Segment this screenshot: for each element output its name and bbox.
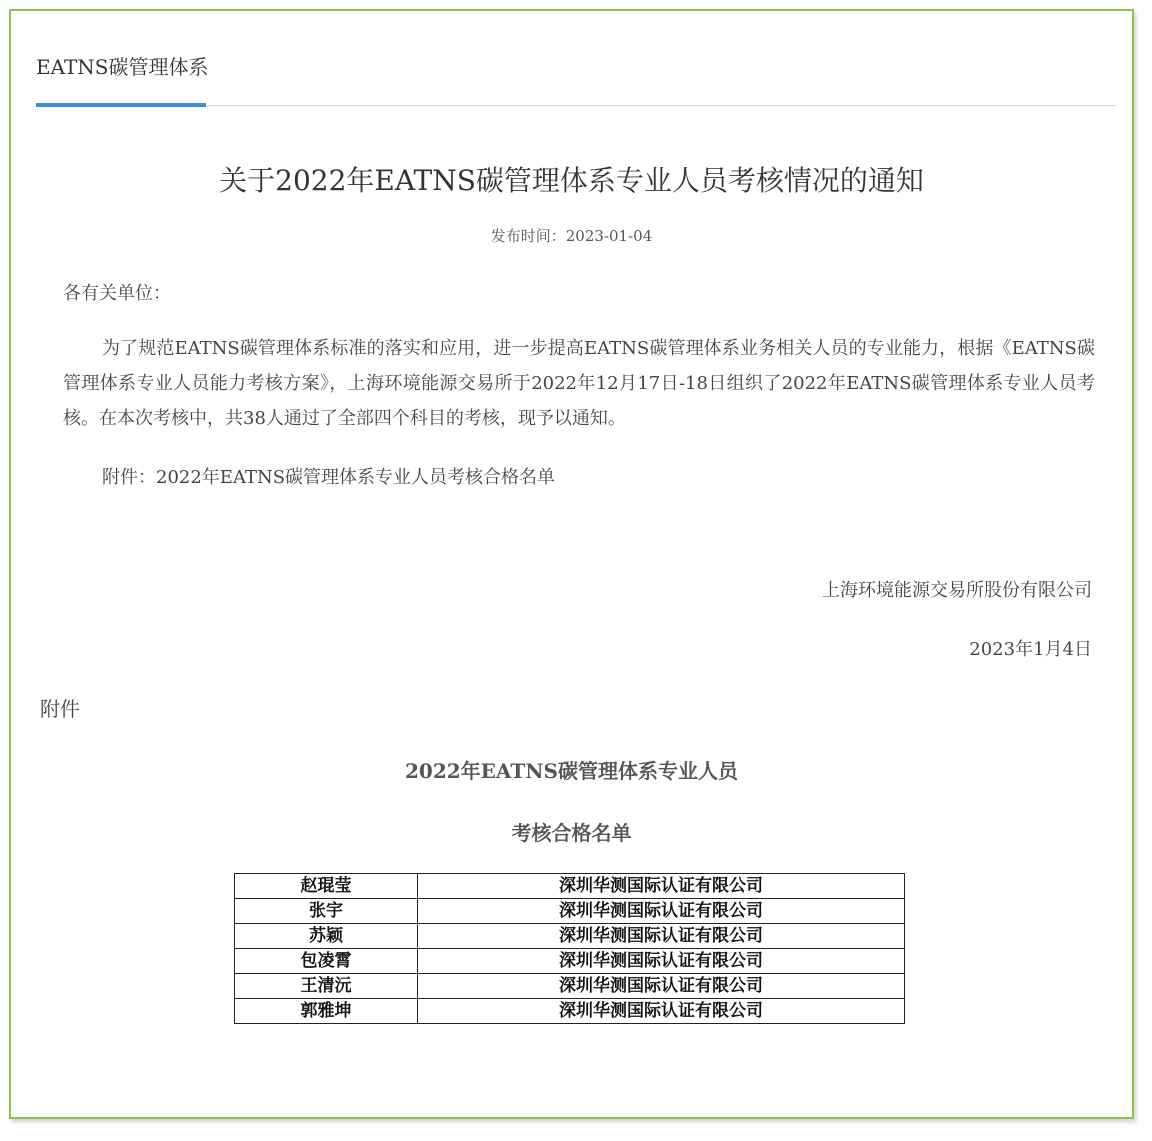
signature-date: 2023年1月4日 [969,639,1092,660]
qualified-list-table [234,873,905,1024]
person-name: 包凌霄 [235,949,418,974]
table-row [235,899,905,924]
person-name: 王清沅 [235,974,418,999]
table-row [235,949,905,974]
table-row [235,974,905,999]
attachment-reference: 附件：2022年EATNS碳管理体系专业人员考核合格名单 [102,467,556,488]
organization: 深圳华测国际认证有限公司 [418,999,905,1024]
organization: 深圳华测国际认证有限公司 [418,899,905,924]
organization: 深圳华测国际认证有限公司 [418,949,905,974]
content-frame [9,9,1134,1119]
table-row [235,924,905,949]
salutation: 各有关单位： [63,283,171,304]
list-title-line1: 2022年EATNS碳管理体系专业人员 [405,759,738,783]
table-row [235,874,905,899]
person-name: 赵琨莹 [235,874,418,899]
person-name: 郭雅坤 [235,999,418,1024]
list-title-line2: 考核合格名单 [511,821,632,845]
person-name: 张宇 [235,899,418,924]
article-title: 关于2022年EATNS碳管理体系专业人员考核情况的通知 [219,164,924,197]
person-name: 苏颖 [235,924,418,949]
table-row [235,999,905,1024]
publish-date: 发布时间：2023-01-04 [490,227,653,245]
active-tab-indicator [36,103,206,107]
signature-company: 上海环境能源交易所股份有限公司 [822,580,1092,601]
attachment-heading: 附件 [40,697,80,721]
organization: 深圳华测国际认证有限公司 [418,874,905,899]
organization: 深圳华测国际认证有限公司 [418,924,905,949]
organization: 深圳华测国际认证有限公司 [418,974,905,999]
body-paragraph: 为了规范EATNS碳管理体系标准的落实和应用，进一步提高EATNS碳管理体系业务相关人员的专业能力，根据《EATNS碳管理体系专业人员能力考核方案》，上海环境能源交易所于2022年12月17日-18日组织了2022年EATNS碳管理体系专业人员考核。在本次考核中，共38人通过了全部四个科目的考核，现予以通知。 [63,338,1095,429]
tab-bar [36,11,1116,106]
tab-eatns[interactable]: EATNS碳管理体系 [36,55,209,79]
